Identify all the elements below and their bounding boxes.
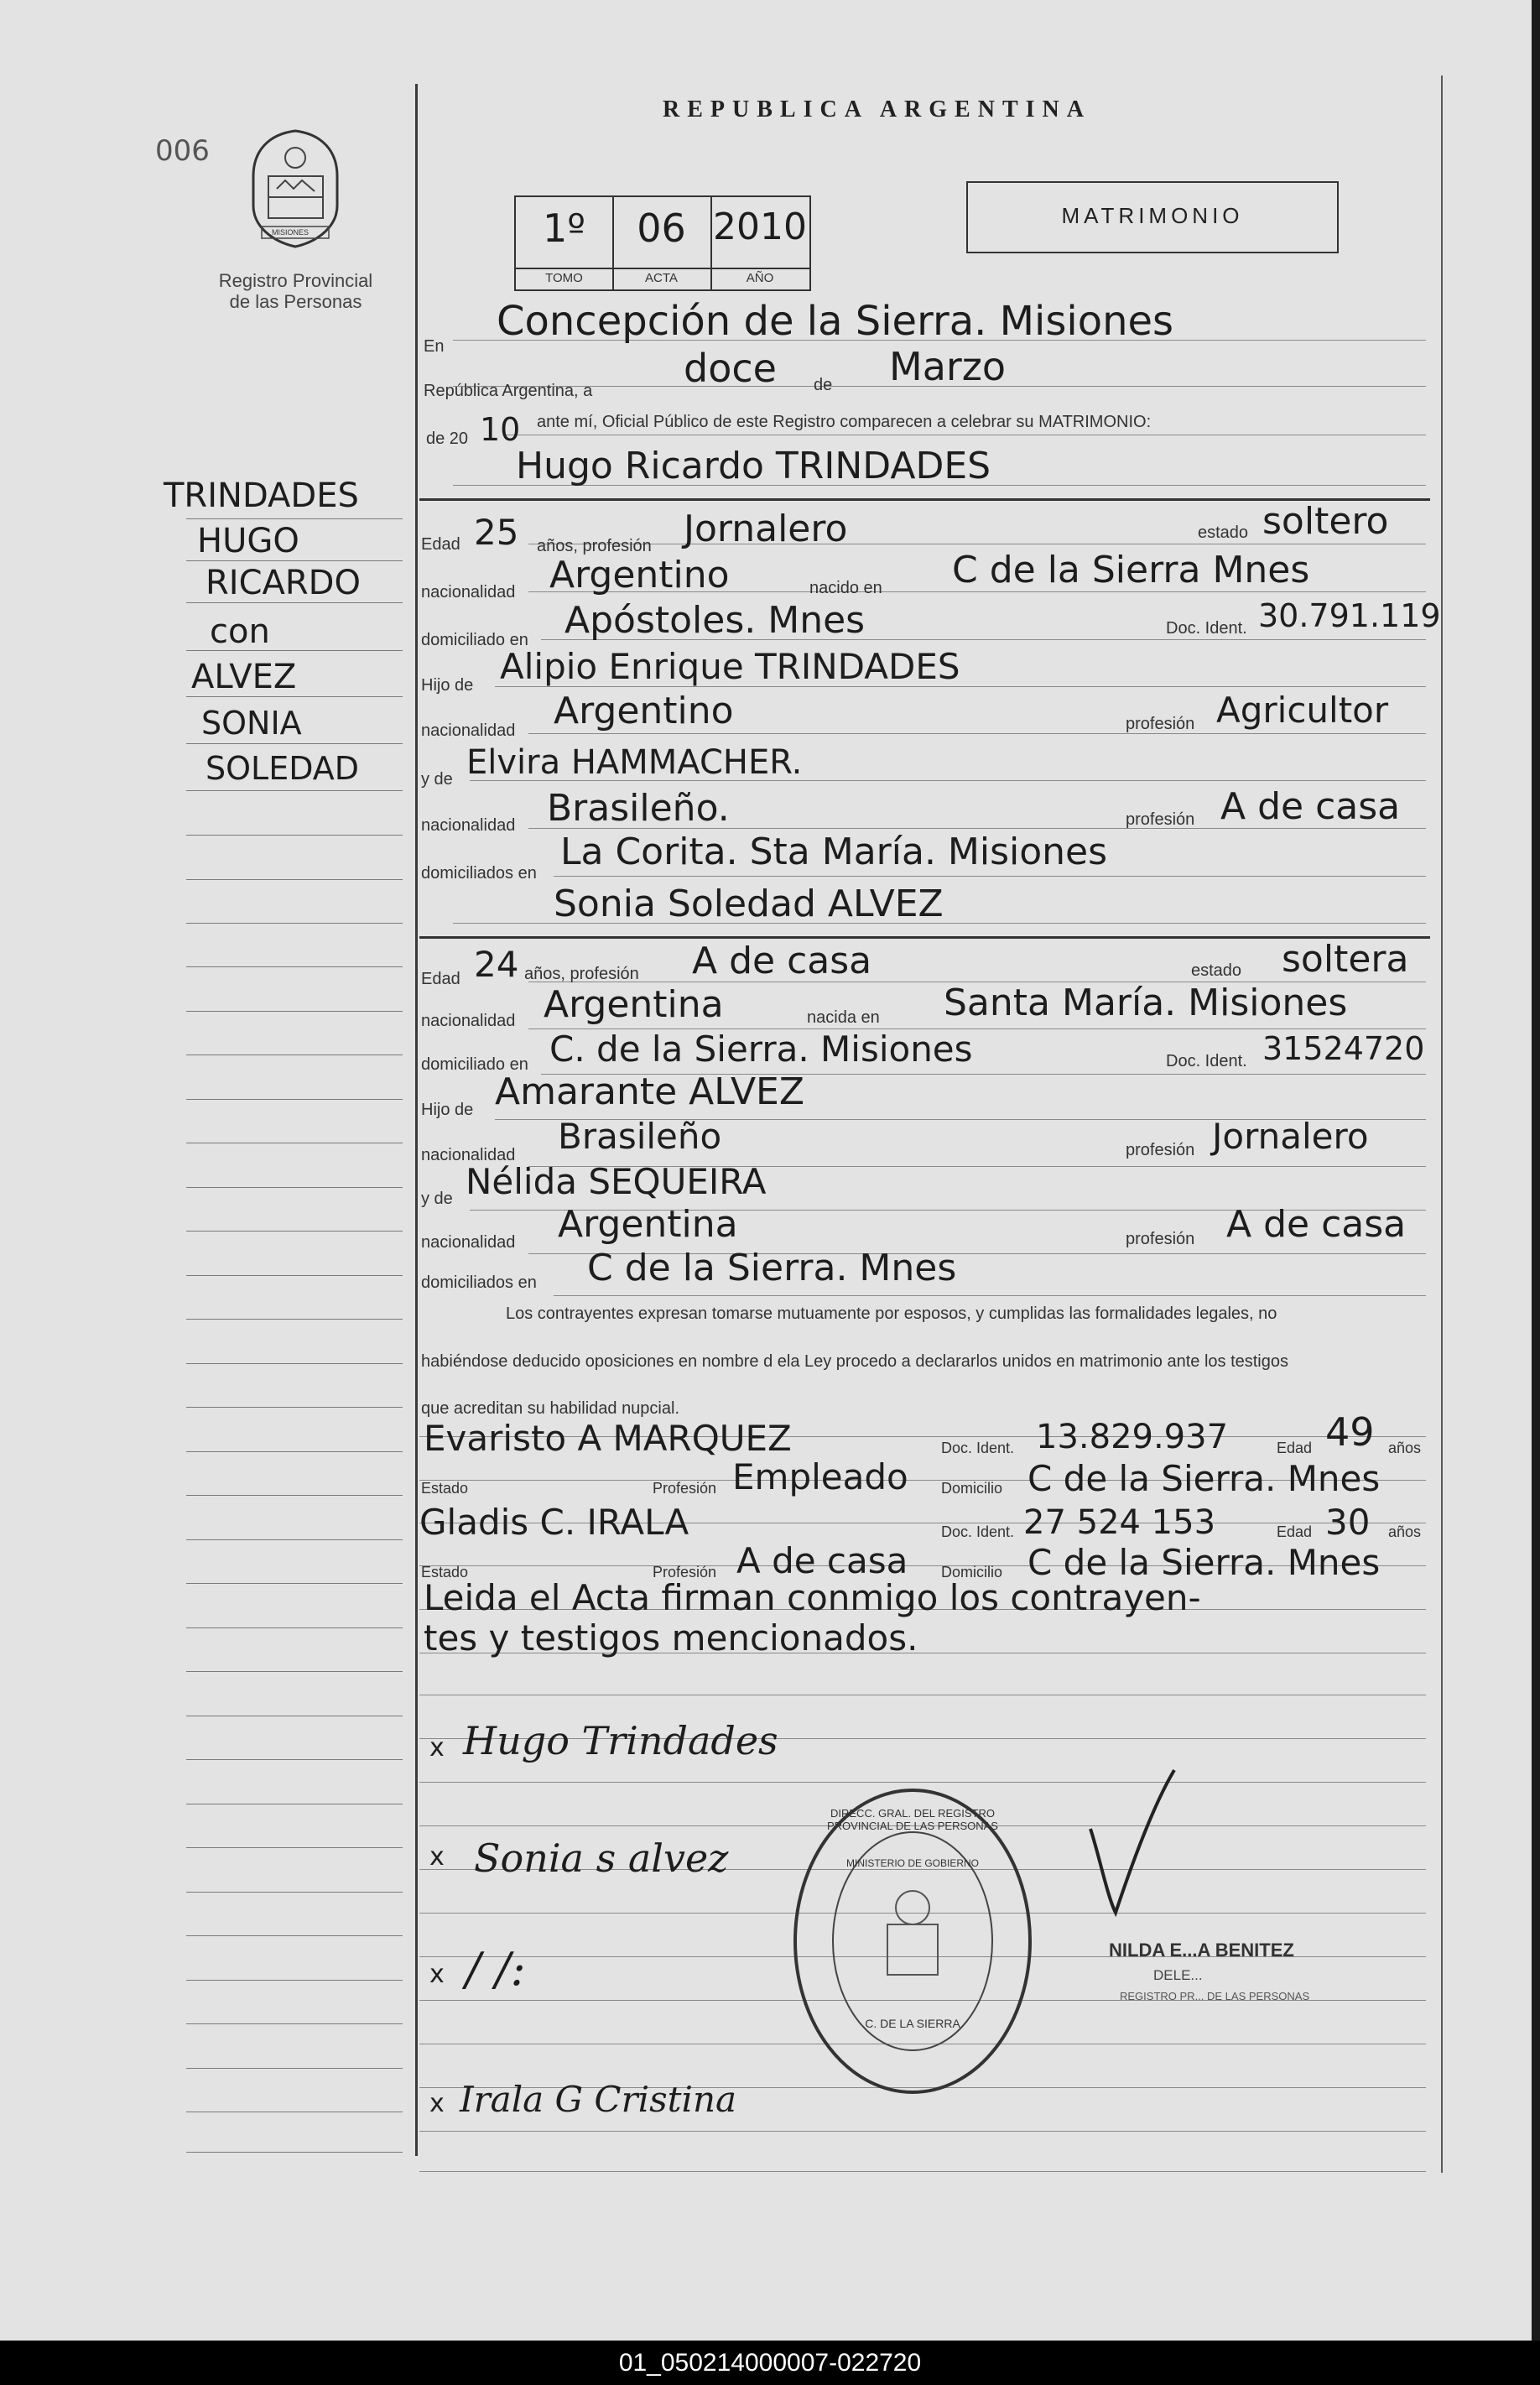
bride-doc-label: Doc. Ident. [1166, 1052, 1247, 1070]
acta-label: ACTA [645, 271, 678, 285]
year-prefix-label: de 20 [426, 430, 469, 448]
official-signature-icon [1074, 1762, 1241, 1929]
record-id-box [514, 195, 811, 291]
bride-mother-profession: A de casa [1226, 1203, 1407, 1246]
bride-mother: Nélida SEQUEIRA [466, 1161, 767, 1202]
bride-mother-profession-label: profesión [1126, 1230, 1195, 1248]
bride-nationality-label: nacionalidad [421, 1012, 516, 1030]
province-seal-icon [243, 126, 348, 252]
tomo-value: 1º [543, 206, 585, 251]
bride-name: Sonia Soledad ALVEZ [554, 883, 944, 925]
witness1-age-label: Edad [1277, 1440, 1313, 1456]
witness1-domicile-label: Domicilio [941, 1480, 1003, 1497]
witness1-name: Evaristo A MARQUEZ [424, 1418, 792, 1459]
bride-mother-nationality: Argentina [558, 1203, 738, 1246]
bride-birthplace-label: nacida en [807, 1008, 880, 1027]
groom-signature: Hugo Trindades [463, 1718, 778, 1763]
bride-profession: A de casa [692, 940, 872, 982]
witness2-profession-label: Profesión [653, 1564, 717, 1580]
witness2-estado-label: Estado [421, 1564, 469, 1580]
signature-mark: x [429, 1842, 445, 1872]
witness2-domicile-label: Domicilio [941, 1564, 1003, 1580]
act-type: MATRIMONIO [1061, 203, 1244, 228]
official-title: DELE... [1153, 1967, 1203, 1983]
groom-mother: Elvira HAMMACHER. [466, 743, 803, 782]
bride-age: 24 [474, 944, 519, 985]
groom-domicile: Apóstoles. Mnes [564, 599, 866, 642]
groom-parents-domicile-label: domiciliados en [421, 864, 537, 883]
official-registry: REGISTRO PR... DE LAS PERSONAS [1120, 1990, 1310, 2002]
witness1-domicile: C de la Sierra. Mnes [1028, 1458, 1381, 1499]
stamp-bottom-text: C. DE LA SIERRA [865, 2017, 960, 2030]
witness1-doc-label: Doc. Ident. [941, 1440, 1015, 1456]
witness1-profession-label: Profesión [653, 1480, 717, 1497]
bride-mother-label: y de [421, 1190, 453, 1208]
signature-mark: x [429, 2089, 445, 2118]
margin-note-line: con [210, 612, 270, 651]
bride-father-profession: Jornalero [1212, 1116, 1369, 1157]
bride-domicile: C. de la Sierra. Misiones [549, 1028, 973, 1070]
groom-parents-domicile: La Corita. Sta María. Misiones [560, 831, 1108, 873]
witness2-domicile: C de la Sierra. Mnes [1028, 1542, 1381, 1583]
witness2-age: 30 [1325, 1502, 1371, 1543]
page-number: 006 [155, 134, 210, 168]
witness1-age: 49 [1325, 1409, 1375, 1455]
file-id-footer: 01_050214000007-022720 [0, 2341, 1540, 2385]
margin-note-line: SOLEDAD [206, 750, 360, 787]
bride-doc: 31524720 [1262, 1030, 1425, 1067]
republica-label: República Argentina, a [424, 382, 593, 400]
tomo-label: TOMO [545, 271, 583, 285]
registry-name: Registro Provincial de las Personas [218, 270, 373, 312]
seal-label: MISIONES [272, 228, 310, 237]
closing-line-1: Leida el Acta firman conmigo los contrayen- [424, 1577, 1201, 1618]
declaration-line-2: habiéndose deducido oposiciones en nombre d ela Ley procedo a declararlos unidos en matrimonio ante los testigos [421, 1352, 1288, 1371]
groom-birthplace-label: nacido en [809, 579, 882, 597]
ano-value: 2010 [713, 206, 807, 248]
bride-father-nationality: Brasileño [558, 1116, 722, 1157]
groom-doc-label: Doc. Ident. [1166, 619, 1247, 638]
declaration-line-1: Los contrayentes expresan tomarse mutuamente por esposos, y cumplidas las formalidades legales, no [506, 1304, 1277, 1323]
month-value: Marzo [889, 344, 1007, 389]
witness2-name: Gladis C. IRALA [419, 1502, 689, 1543]
registry-stamp [787, 1782, 1038, 2101]
witness1-estado-label: Estado [421, 1480, 469, 1497]
witness1-doc: 13.829.937 [1036, 1418, 1229, 1456]
groom-estado-label: estado [1198, 523, 1249, 542]
groom-profession: Jornalero [684, 508, 848, 550]
groom-mother-profession-label: profesión [1126, 810, 1195, 829]
groom-doc: 30.791.119 [1258, 597, 1441, 634]
margin-rule [415, 84, 418, 2156]
country-title: REPUBLICA ARGENTINA [663, 96, 1091, 122]
year-suffix-value: 10 [480, 411, 521, 448]
witness1-years-label: años [1388, 1440, 1422, 1456]
groom-father-profession: Agricultor [1216, 690, 1389, 731]
signature-mark: x [429, 1733, 445, 1763]
groom-birthplace: C de la Sierra Mnes [952, 549, 1310, 591]
groom-name: Hugo Ricardo TRINDADES [516, 445, 991, 487]
bride-nationality: Argentina [544, 983, 724, 1026]
groom-nationality: Argentino [549, 554, 730, 596]
closing-line-2: tes y testigos mencionados. [424, 1617, 918, 1659]
groom-nationality-label: nacionalidad [421, 583, 516, 601]
groom-age: 25 [474, 512, 519, 553]
groom-profession-label: años, profesión [537, 537, 652, 555]
declaration-line-3: que acreditan su habilidad nupcial. [421, 1399, 679, 1418]
groom-mother-nationality-label: nacionalidad [421, 816, 516, 835]
margin-note-line: TRINDADES [164, 476, 359, 515]
stamp-inner-text: MINISTERIO DE GOBIERNO [845, 1857, 979, 1869]
groom-father-profession-label: profesión [1126, 715, 1195, 733]
groom-estado: soltero [1262, 500, 1389, 543]
witness2-age-label: Edad [1277, 1523, 1313, 1540]
bride-father-profession-label: profesión [1126, 1141, 1195, 1159]
groom-father: Alipio Enrique TRINDADES [500, 646, 960, 687]
bride-father: Amarante ALVEZ [495, 1070, 804, 1113]
bride-birthplace: Santa María. Misiones [944, 982, 1348, 1024]
groom-domicile-label: domiciliado en [421, 631, 528, 649]
witness1-signature: / /: [466, 1943, 526, 1996]
bride-age-label: Edad [421, 970, 460, 988]
witness2-doc-label: Doc. Ident. [941, 1523, 1015, 1540]
right-rule [1441, 76, 1443, 2173]
bride-signature: Sonia s alvez [474, 1836, 729, 1881]
bride-parents-domicile: C de la Sierra. Mnes [587, 1247, 957, 1289]
bride-mother-nationality-label: nacionalidad [421, 1233, 516, 1252]
margin-note-line: HUGO [197, 522, 299, 560]
place-value: Concepción de la Sierra. Misiones [497, 298, 1174, 345]
witness2-years-label: años [1388, 1523, 1422, 1540]
official-name: NILDA E...A BENITEZ [1109, 1940, 1294, 1961]
act-type-box [966, 181, 1339, 253]
bride-estado-label: estado [1191, 961, 1242, 980]
witness2-signature: Irala G Cristina [460, 2079, 737, 2120]
ano-label: AÑO [746, 271, 774, 285]
intro-text: ante mí, Oficial Público de este Registro comparecen a celebrar su MATRIMONIO: [537, 413, 1152, 431]
bride-profession-label: años, profesión [524, 965, 639, 983]
margin-note-line: ALVEZ [191, 658, 297, 696]
groom-father-nationality-label: nacionalidad [421, 721, 516, 740]
margin-note-line: SONIA [201, 705, 302, 742]
day-value: doce [684, 346, 777, 391]
groom-mother-profession: A de casa [1220, 785, 1401, 828]
witness2-doc: 27 524 153 [1023, 1503, 1216, 1542]
stamp-ring-text: DIRECC. GRAL. DEL REGISTRO PROVINCIAL DE LAS PERSONAS [827, 1807, 998, 1832]
bride-domicile-label: domiciliado en [421, 1055, 528, 1074]
bride-estado: soltera [1282, 938, 1409, 981]
groom-father-label: Hijo de [421, 676, 474, 695]
groom-father-nationality: Argentino [554, 690, 734, 732]
margin-note-line: RICARDO [206, 564, 361, 602]
groom-mother-label: y de [421, 770, 453, 789]
groom-mother-nationality: Brasileño. [547, 787, 730, 830]
bride-father-nationality-label: nacionalidad [421, 1146, 516, 1164]
groom-age-label: Edad [421, 535, 460, 554]
witness1-profession: Empleado [732, 1456, 908, 1497]
de-label: de [814, 376, 833, 394]
acta-value: 06 [637, 206, 686, 251]
signature-mark: x [429, 1960, 445, 1989]
bride-parents-domicile-label: domiciliados en [421, 1273, 537, 1292]
en-label: En [424, 337, 445, 356]
witness2-profession: A de casa [736, 1540, 908, 1581]
bride-father-label: Hijo de [421, 1101, 474, 1119]
